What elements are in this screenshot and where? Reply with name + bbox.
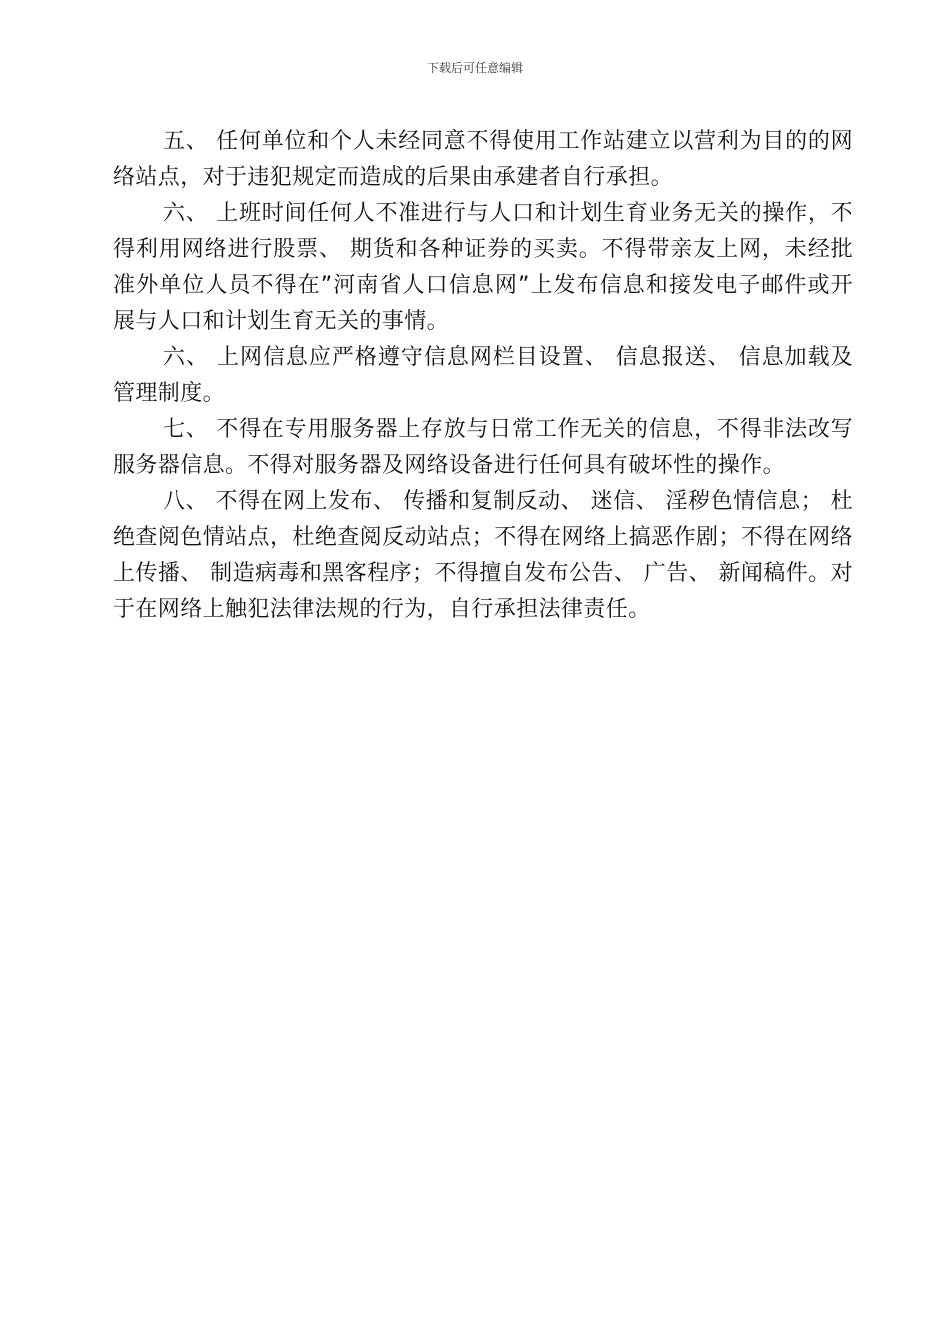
paragraph-number: 七、 — [163, 417, 209, 442]
paragraph-text: 不得在网上发布、 传播和复制反动、 迷信、 淫秽色情信息； 杜绝查阅色情站点，杜绝查阅反动站点；不得在网络上搞恶作剧；不得在网络上传播、 制造病毒和黑客程序；不得擅自发布公告、 广告、 新闻稿件。对于在网络上触犯法律法规的行为，自行承担法律责任。 — [113, 489, 853, 622]
paragraph-6 — [113, 196, 853, 340]
paragraph-text: 上网信息应严格遵守信息网栏目设置、 信息报送、 信息加载及管理制度。 — [113, 345, 853, 406]
paragraph-8 — [113, 484, 853, 628]
paragraph-number: 六、 — [163, 201, 209, 226]
paragraph-text: 上班时间任何人不准进行与人口和计划生育业务无关的操作，不得利用网络进行股票、 期货和各种证券的买卖。不得带亲友上网，未经批准外单位人员不得在”河南省人口信息网”上发布信息和接发电子邮件或开展与人口和计划生育无关的事情。 — [113, 201, 853, 334]
document-body — [113, 124, 853, 628]
paragraph-number: 八、 — [163, 489, 209, 514]
paragraph-5 — [113, 124, 853, 196]
paragraph-text: 任何单位和个人未经同意不得使用工作站建立以营利为目的的网络站点，对于违犯规定而造成的后果由承建者自行承担。 — [113, 129, 853, 190]
paragraph-7 — [113, 412, 853, 484]
paragraph-text: 不得在专用服务器上存放与日常工作无关的信息，不得非法改写服务器信息。不得对服务器及网络设备进行任何具有破坏性的操作。 — [113, 417, 853, 478]
paragraph-number: 五、 — [163, 129, 209, 154]
page-header: 下载后可任意编辑 — [426, 61, 523, 75]
paragraph-6b — [113, 340, 853, 412]
paragraph-number: 六、 — [163, 345, 209, 370]
